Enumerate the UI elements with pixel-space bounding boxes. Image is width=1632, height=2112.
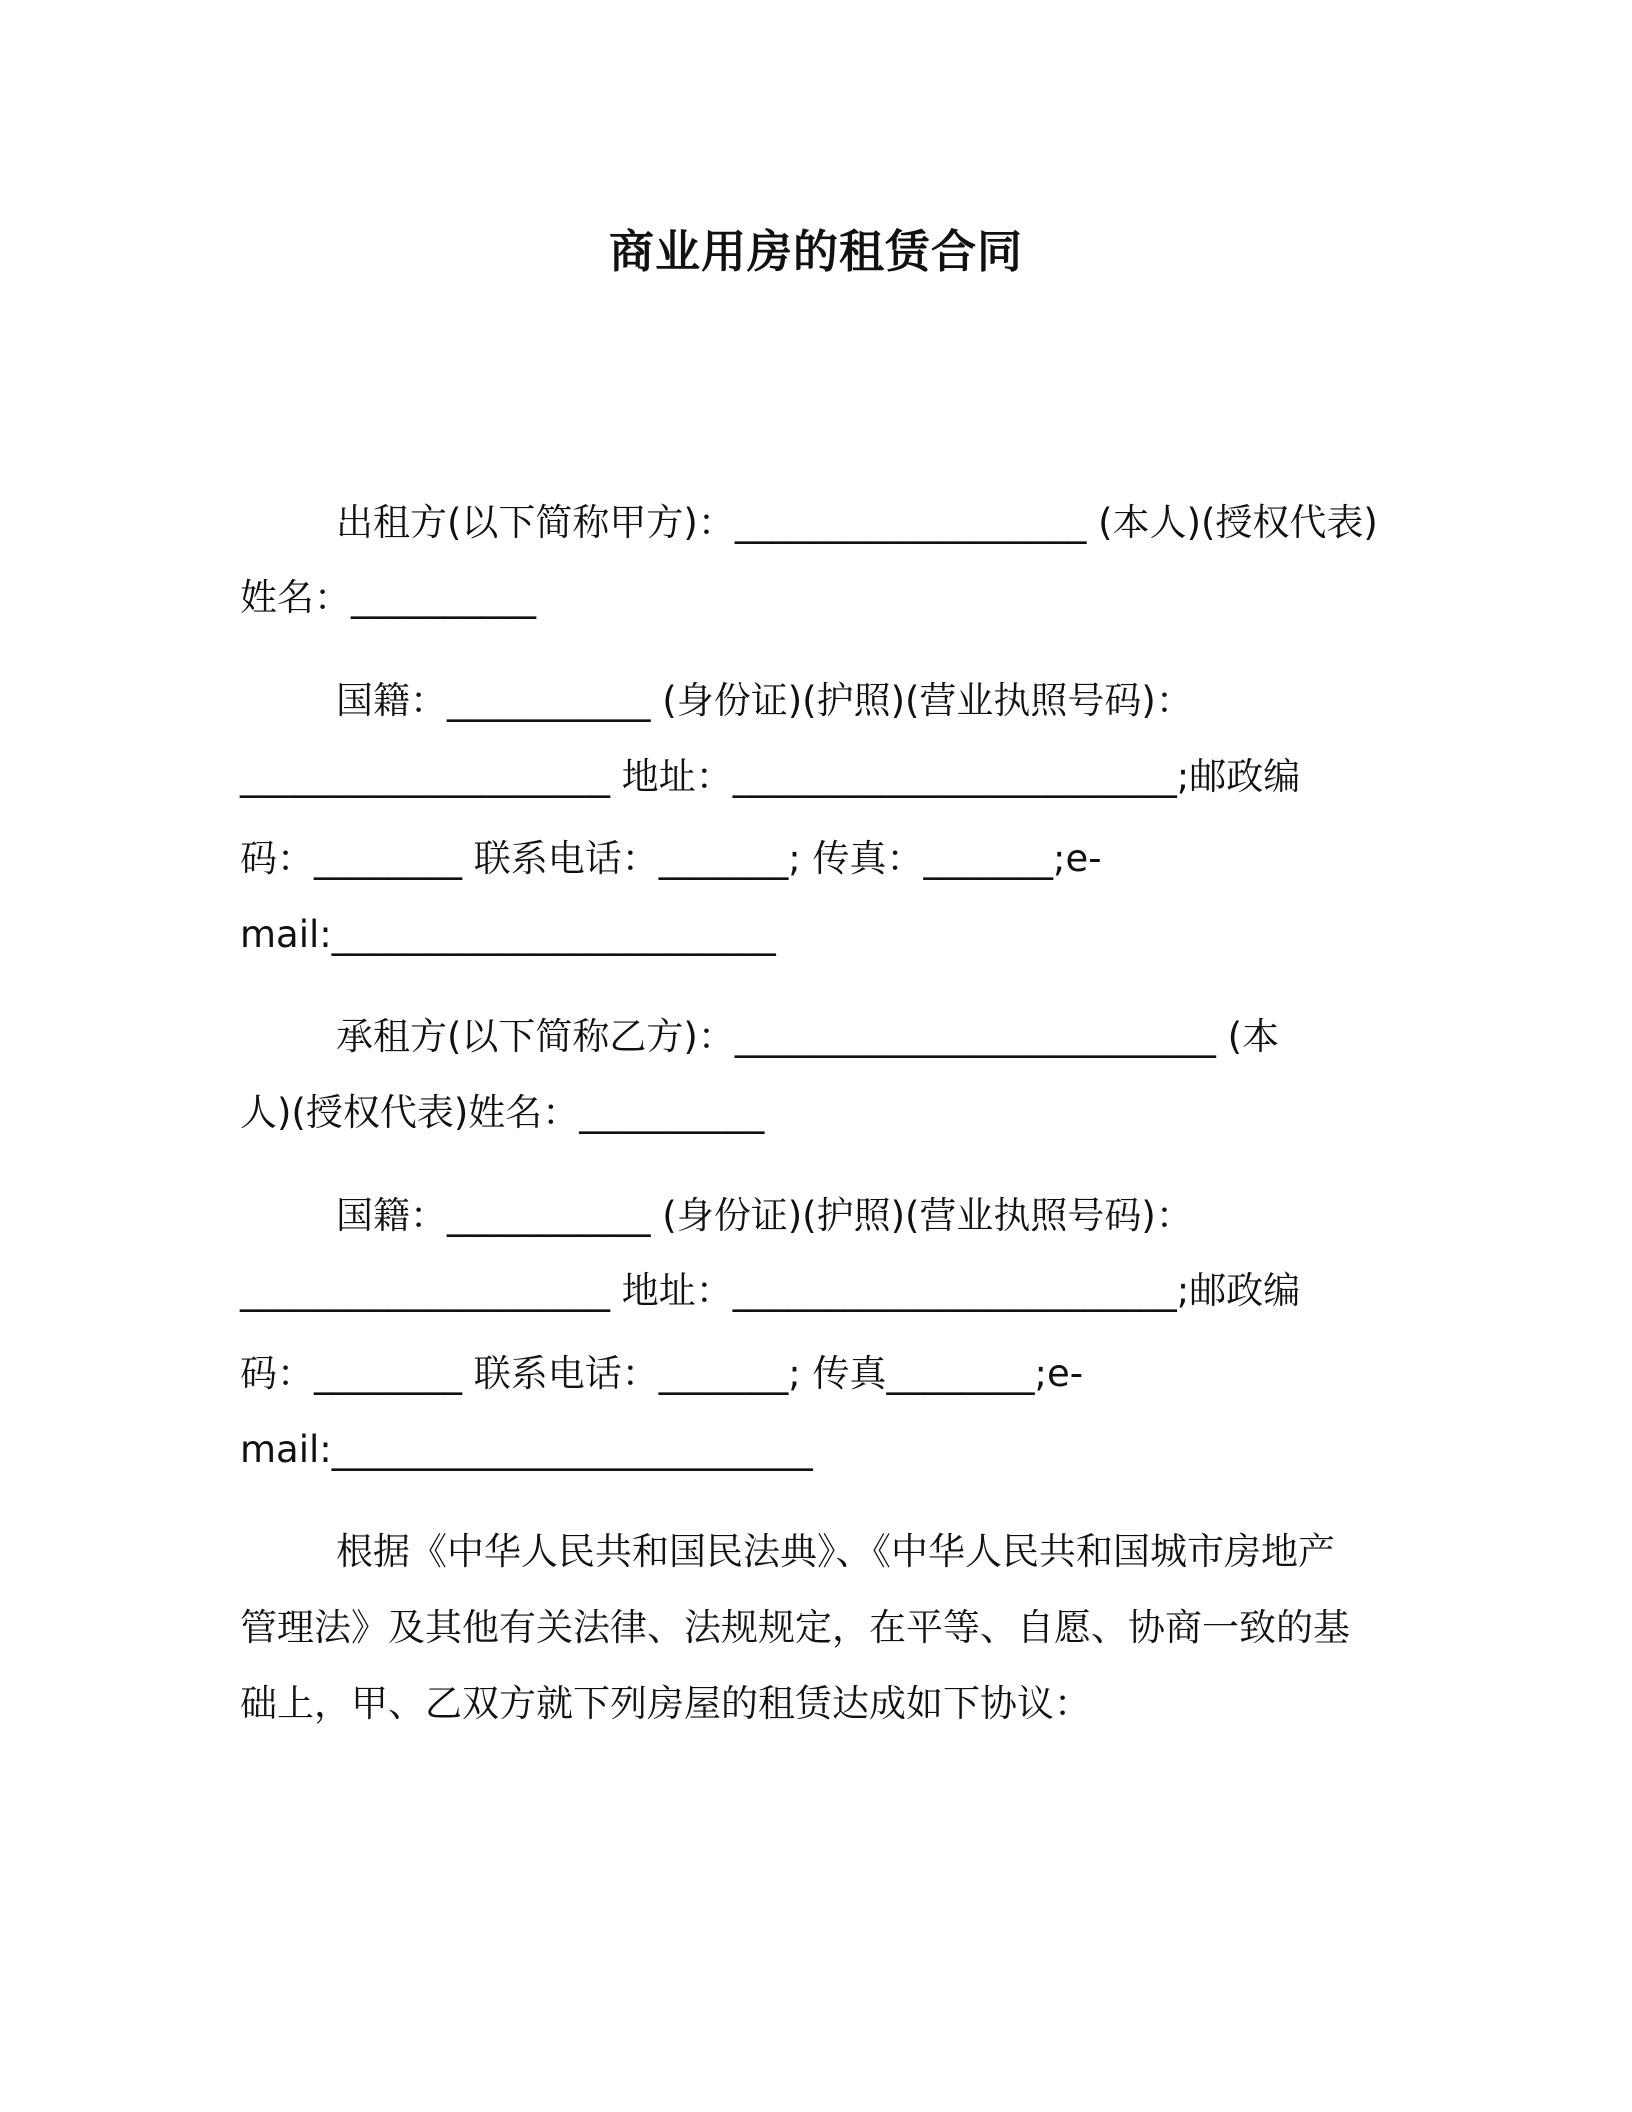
- lessor-contact-line: 码：________ 联系电话：_______; 传真：_______;e-: [240, 837, 1102, 880]
- lessor-nationality-line: 国籍：___________ (身份证)(护照)(营业执照号码)：: [336, 679, 1193, 722]
- preamble-line-2: 管理法》及其他有关法律、法规规定，在平等、自愿、协商一致的基: [240, 1606, 1350, 1649]
- lessor-name-line: 出租方(以下简称甲方)：___________________ (本人)(授权代表): [336, 501, 1378, 544]
- lessee-address-line: ____________________ 地址：________________________;邮政编: [240, 1269, 1301, 1312]
- lessee-name-line: 承租方(以下简称乙方)：__________________________ (本: [336, 1015, 1280, 1058]
- lessee-email-line: mail:__________________________: [240, 1428, 813, 1471]
- lessor-address-line: ____________________ 地址：________________________;邮政编: [240, 755, 1301, 798]
- lessor-email-line: mail:________________________: [240, 913, 776, 956]
- preamble-line-3: 础上，甲、乙双方就下列房屋的租赁达成如下协议：: [240, 1682, 1091, 1725]
- lessee-representative-line: 人)(授权代表)姓名：__________: [240, 1091, 765, 1134]
- lessee-contact-line: 码：________ 联系电话：_______; 传真________;e-: [240, 1352, 1084, 1395]
- lessor-representative-line: 姓名：__________: [240, 576, 536, 619]
- preamble-line-1: 根据《中华人民共和国民法典》、《中华人民共和国城市房地产: [336, 1530, 1335, 1573]
- lessee-nationality-line: 国籍：___________ (身份证)(护照)(营业执照号码)：: [336, 1194, 1193, 1237]
- document-title: 商业用房的租赁合同: [608, 225, 1023, 278]
